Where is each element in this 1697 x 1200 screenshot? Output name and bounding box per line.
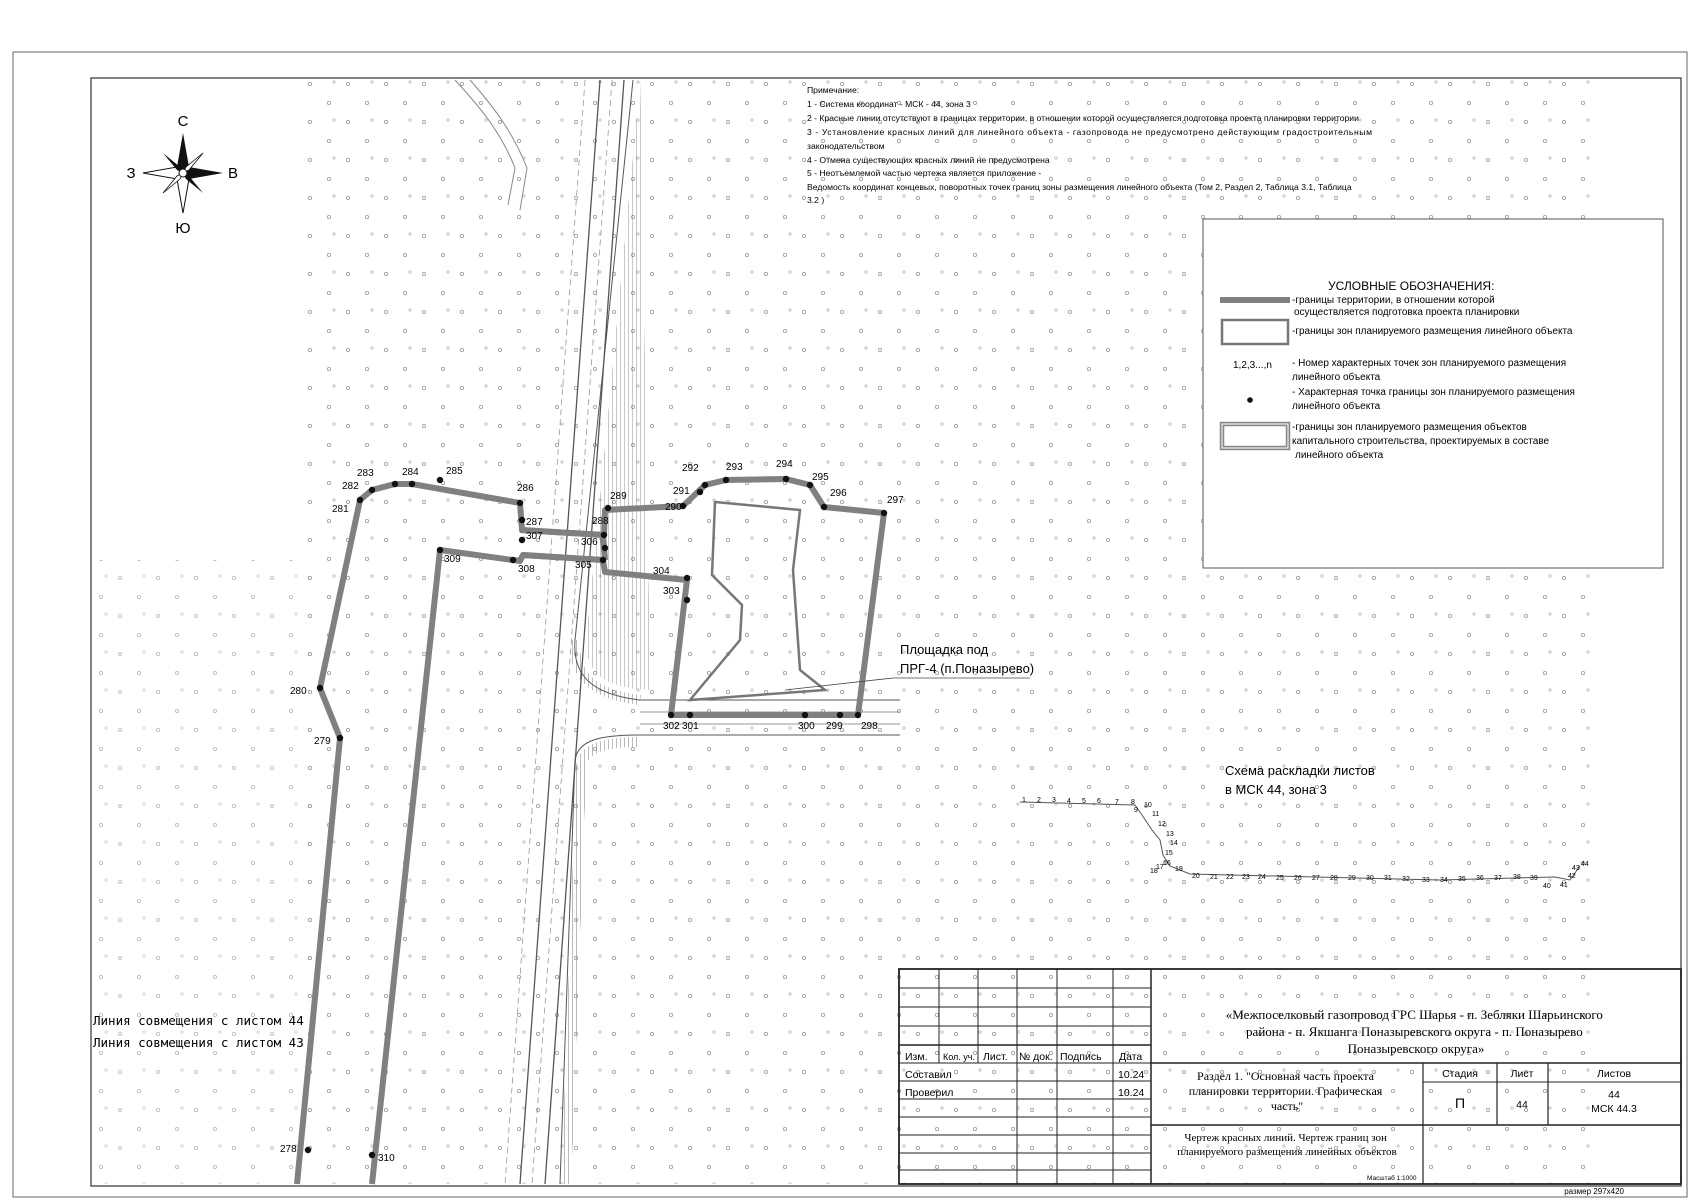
point-marker-285 bbox=[437, 477, 443, 483]
scheme-number-33: 33 bbox=[1422, 877, 1430, 884]
scheme-number-31: 31 bbox=[1384, 875, 1392, 882]
scheme-number-36: 36 bbox=[1476, 875, 1484, 882]
point-marker-298 bbox=[855, 712, 861, 718]
point-marker-303 bbox=[684, 597, 690, 603]
point-marker-299 bbox=[837, 712, 843, 718]
point-label-288: 288 bbox=[592, 516, 609, 527]
scheme-number-11: 11 bbox=[1152, 811, 1160, 818]
compass-east: В bbox=[228, 165, 239, 182]
date-compiled: 10.24 bbox=[1118, 1069, 1145, 1081]
scheme-number-28: 28 bbox=[1330, 875, 1338, 882]
point-label-282: 282 bbox=[342, 481, 359, 492]
point-marker-292 bbox=[702, 482, 708, 488]
legend-text: осуществляется подготовка проекта планировки bbox=[1294, 307, 1520, 318]
scheme-number-43: 43 bbox=[1572, 865, 1580, 872]
scheme-number-7: 7 bbox=[1115, 799, 1119, 806]
scheme-number-10: 10 bbox=[1144, 802, 1152, 809]
date-checked: 10.24 bbox=[1118, 1087, 1145, 1099]
point-marker-309 bbox=[437, 547, 443, 553]
point-label-310: 310 bbox=[378, 1153, 395, 1164]
note-item: Ведомость координат концевых, поворотных точек границ зоны размещения линейного объекта (Том 2, Раздел 2, Таблица 3.1, Таблица bbox=[807, 182, 1352, 192]
point-marker-279 bbox=[337, 735, 343, 741]
point-marker-289 bbox=[605, 505, 611, 511]
point-label-299: 299 bbox=[826, 721, 843, 732]
point-marker-280 bbox=[317, 685, 323, 691]
scheme-number-34: 34 bbox=[1440, 877, 1448, 884]
point-marker-291 bbox=[697, 489, 703, 495]
point-marker-301 bbox=[687, 712, 693, 718]
legend bbox=[1203, 219, 1663, 568]
scheme-number-15: 15 bbox=[1165, 850, 1173, 857]
sheets-value: 44 bbox=[1608, 1089, 1620, 1101]
match-line-43: Линия совмещения с листом 43 bbox=[93, 1035, 304, 1050]
sheets-code: МСК 44.3 bbox=[1591, 1103, 1637, 1115]
point-label-286: 286 bbox=[517, 483, 534, 494]
legend-text: -границы зон планируемого размещения объектов bbox=[1292, 422, 1527, 433]
point-label-303: 303 bbox=[663, 586, 680, 597]
legend-text: линейного объекта bbox=[1295, 450, 1384, 461]
legend-text: линейного объекта bbox=[1292, 372, 1381, 383]
point-label-301: 301 bbox=[682, 721, 699, 732]
scheme-number-29: 29 bbox=[1348, 875, 1356, 882]
compass-rose-icon bbox=[126, 113, 238, 237]
point-label-283: 283 bbox=[357, 468, 374, 479]
sheet-value: 44 bbox=[1516, 1099, 1528, 1111]
point-marker-310 bbox=[369, 1152, 375, 1158]
point-marker-293 bbox=[723, 477, 729, 483]
point-label-307: 307 bbox=[526, 531, 543, 542]
scheme-number-16: 16 bbox=[1163, 860, 1171, 867]
match-line-44: Линия совмещения с листом 44 bbox=[93, 1013, 304, 1028]
scheme-number-25: 25 bbox=[1276, 875, 1284, 882]
scheme-number-8: 8 bbox=[1131, 799, 1135, 806]
point-marker-288 bbox=[601, 532, 607, 538]
site-label-line2: ПРГ-4 (п.Поназырево) bbox=[900, 661, 1035, 676]
point-label-287: 287 bbox=[526, 517, 543, 528]
scheme-number-26: 26 bbox=[1294, 875, 1302, 882]
point-marker-283 bbox=[392, 481, 398, 487]
stage-value: П bbox=[1454, 1095, 1466, 1111]
legend-text: линейного объекта bbox=[1292, 401, 1381, 412]
note-item: 3.2 ) bbox=[807, 195, 825, 205]
sheet-header: Лист bbox=[1510, 1068, 1534, 1080]
site-label-line1: Площадка под bbox=[900, 642, 989, 657]
scheme-number-21: 21 bbox=[1210, 874, 1218, 881]
legend-symbol-point bbox=[1247, 397, 1253, 403]
point-label-297: 297 bbox=[887, 495, 904, 506]
legend-text: - Номер характерных точек зон планируемого размещения bbox=[1292, 358, 1567, 369]
header-date: Дата bbox=[1119, 1051, 1143, 1063]
point-marker-300 bbox=[802, 712, 808, 718]
stage-header: Стадия bbox=[1442, 1068, 1478, 1080]
header-signature: Подпись bbox=[1060, 1051, 1102, 1063]
point-marker-297 bbox=[881, 510, 887, 516]
point-marker-306 bbox=[602, 545, 608, 551]
point-label-293: 293 bbox=[726, 462, 743, 473]
scheme-number-42: 42 bbox=[1568, 873, 1576, 880]
point-label-304: 304 bbox=[653, 566, 670, 577]
legend-title: УСЛОВНЫЕ ОБОЗНАЧЕНИЯ: bbox=[1328, 279, 1495, 293]
point-label-298: 298 bbox=[861, 721, 878, 732]
scale: Масштаб 1:1000 bbox=[1367, 1175, 1417, 1182]
scheme-number-37: 37 bbox=[1494, 875, 1502, 882]
note-item: 3 - Установление красных линий для линейного объекта - газопровода не предусмотрено действующим градостроительным bbox=[807, 127, 1372, 137]
scheme-title-line2: в МСК 44, зона 3 bbox=[1225, 782, 1327, 797]
point-label-279: 279 bbox=[314, 736, 331, 747]
point-marker-278 bbox=[305, 1147, 311, 1153]
point-label-292: 292 bbox=[682, 463, 699, 474]
scheme-number-20: 20 bbox=[1192, 873, 1200, 880]
point-label-295: 295 bbox=[812, 472, 829, 483]
scheme-number-3: 3 bbox=[1052, 797, 1056, 804]
scheme-number-18: 18 bbox=[1150, 868, 1158, 875]
legend-text: - Характерная точка границы зон планируемого размещения bbox=[1292, 387, 1575, 398]
point-label-300: 300 bbox=[798, 721, 815, 732]
sheet-format: размер 297х420 bbox=[1564, 1187, 1624, 1196]
point-label-284: 284 bbox=[402, 467, 419, 478]
scheme-number-40: 40 bbox=[1543, 883, 1551, 890]
point-label-290: 290 bbox=[665, 502, 682, 513]
note-item: законодательством bbox=[807, 141, 885, 151]
scheme-number-22: 22 bbox=[1226, 874, 1234, 881]
scheme-number-1: 1 bbox=[1022, 797, 1026, 804]
scheme-number-13: 13 bbox=[1166, 831, 1174, 838]
scheme-number-2: 2 bbox=[1037, 797, 1041, 804]
point-marker-296 bbox=[821, 504, 827, 510]
scheme-number-4: 4 bbox=[1067, 798, 1071, 805]
scheme-number-44: 44 bbox=[1581, 861, 1589, 868]
legend-symbol-numbering: 1,2,3...,n bbox=[1233, 360, 1272, 371]
point-label-306: 306 bbox=[581, 537, 598, 548]
point-label-302: 302 bbox=[663, 721, 680, 732]
point-label-308: 308 bbox=[518, 564, 535, 575]
point-label-285: 285 bbox=[446, 466, 463, 477]
header-doc-no: № док. bbox=[1019, 1051, 1053, 1063]
scheme-number-24: 24 bbox=[1258, 874, 1266, 881]
header-kol-uch: Кол. уч. bbox=[943, 1052, 975, 1062]
scheme-number-12: 12 bbox=[1158, 821, 1166, 828]
section-title: Раздел 1. "Основная часть проекта планировки территории. Графическая часть" bbox=[1188, 1069, 1383, 1113]
point-marker-284 bbox=[409, 481, 415, 487]
point-label-309: 309 bbox=[444, 554, 461, 565]
header-izm: Изм. bbox=[905, 1051, 928, 1063]
point-label-280: 280 bbox=[290, 686, 307, 697]
scheme-number-30: 30 bbox=[1366, 875, 1374, 882]
point-label-281: 281 bbox=[332, 504, 349, 515]
point-marker-282 bbox=[369, 487, 375, 493]
scheme-number-32: 32 bbox=[1402, 876, 1410, 883]
scheme-number-27: 27 bbox=[1312, 875, 1320, 882]
point-label-289: 289 bbox=[610, 491, 627, 502]
scheme-title-line1: Схема раскладки листов bbox=[1225, 763, 1375, 778]
point-marker-294 bbox=[783, 476, 789, 482]
point-label-305: 305 bbox=[575, 560, 592, 571]
scheme-number-38: 38 bbox=[1513, 874, 1521, 881]
scheme-number-14: 14 bbox=[1170, 840, 1178, 847]
point-marker-286 bbox=[517, 500, 523, 506]
scheme-number-6: 6 bbox=[1097, 798, 1101, 805]
note-item: 4 - Отмена существующих красных линий не предусмотрена bbox=[807, 155, 1050, 165]
scheme-number-5: 5 bbox=[1082, 798, 1086, 805]
scheme-number-41: 41 bbox=[1560, 882, 1568, 889]
header-list: Лист. bbox=[983, 1051, 1008, 1063]
vegetation-pattern-left bbox=[91, 560, 311, 1184]
compass-west: З bbox=[126, 165, 136, 182]
note-item: 5 - Неотъемлемой частью чертежа является приложение - bbox=[807, 168, 1042, 178]
point-marker-308 bbox=[510, 557, 516, 563]
point-label-294: 294 bbox=[776, 459, 793, 470]
point-marker-307 bbox=[519, 537, 525, 543]
drawing-title: Чертеж красных линий. Чертеж границ зон планируемого размещения линейных объектов bbox=[1177, 1132, 1397, 1158]
scheme-number-19: 19 bbox=[1175, 866, 1183, 873]
scheme-number-9: 9 bbox=[1134, 807, 1138, 814]
legend-text: капитального строительства, проектируемых в составе bbox=[1292, 436, 1550, 447]
note-item: 2 - Красные линии отсутствуют в границах территории, в отношении которой осуществляется подготовка проекта планировки территории bbox=[807, 113, 1359, 123]
project-title: «Межпоселковый газопровод ГРС Шарья - п. Зебляки Шарьинского района - п. Якшанга Поназыревского округа - п. Поназырево Поназыревского округа» bbox=[1225, 1007, 1603, 1056]
compass-north: С bbox=[177, 113, 189, 130]
point-label-291: 291 bbox=[673, 486, 690, 497]
scheme-number-17: 17 bbox=[1156, 864, 1164, 871]
point-marker-287 bbox=[519, 517, 525, 523]
point-label-296: 296 bbox=[830, 488, 847, 499]
compass-south: Ю bbox=[175, 220, 191, 237]
note-item: 1 - Система координат - МСК - 44, зона 3 bbox=[807, 99, 971, 109]
notes-header: Примечание: bbox=[807, 85, 860, 95]
legend-text: -границы зон планируемого размещения линейного объекта bbox=[1292, 326, 1573, 337]
legend-text: -границы территории, в отношении которой bbox=[1292, 295, 1495, 306]
point-marker-302 bbox=[668, 712, 674, 718]
point-marker-304 bbox=[684, 575, 690, 581]
sheets-header: Листов bbox=[1596, 1068, 1632, 1080]
scheme-number-39: 39 bbox=[1530, 875, 1538, 882]
scheme-number-23: 23 bbox=[1242, 874, 1250, 881]
point-marker-281 bbox=[357, 497, 363, 503]
point-marker-305 bbox=[600, 557, 606, 563]
point-label-278: 278 bbox=[280, 1144, 297, 1155]
scheme-number-35: 35 bbox=[1458, 876, 1466, 883]
role-checked: Проверил bbox=[905, 1087, 954, 1099]
role-compiled: Составил bbox=[905, 1069, 952, 1081]
